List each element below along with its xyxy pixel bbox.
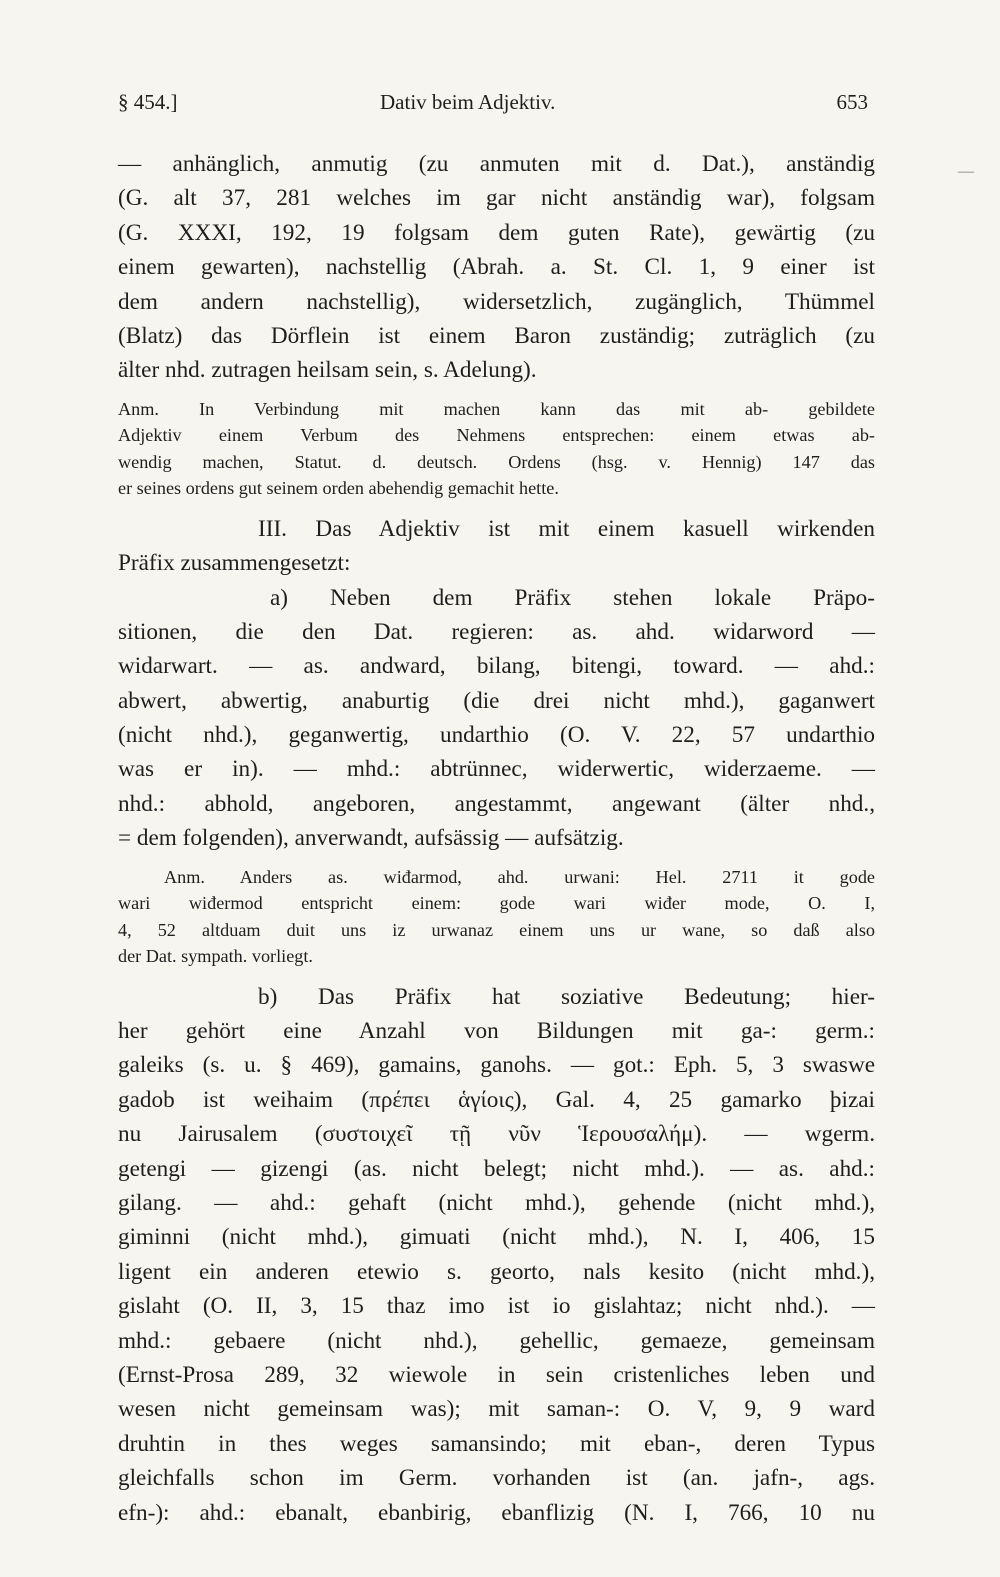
note-paragraph	[118, 864, 875, 970]
text-line: galeiks (s. u. § 469), gamains, ganohs. — got.: Eph. 5, 3 swaswe	[118, 1052, 875, 1079]
text-line: sitionen, die den Dat. regieren: as. ahd. widarword —	[118, 618, 875, 645]
section-reference: § 454.]	[118, 90, 178, 114]
note-line: Adjektiv einem Verbum des Nehmens entsprechen: einem etwas ab-	[118, 425, 875, 446]
text-line: ligent ein anderen etewio s. georto, nals kesito (nicht mhd.),	[118, 1258, 875, 1285]
text-line: einem gewarten), nachstellig (Abrah. a. St. Cl. 1, 9 einer ist	[118, 254, 875, 281]
note-line: wendig machen, Statut. d. deutsch. Ordens (hsg. v. Hennig) 147 das	[118, 451, 875, 472]
paragraph-adjective-list	[118, 147, 875, 388]
text-line: gadob ist weihaim (πρέπει ἁγίοις), Gal. 4, 25 gamarko þizai	[118, 1086, 875, 1113]
text-line: dem andern nachstellig), widersetzlich, zugänglich, Thümmel	[118, 288, 875, 315]
page-number: 653	[836, 90, 868, 114]
text-line: a) Neben dem Präfix stehen lokale Präpo-	[270, 584, 875, 611]
text-line: widarwart. — as. andward, bilang, bitengi, toward. — ahd.:	[118, 653, 875, 680]
note-line: Anm. Anders as. wiđarmod, ahd. urwani: Hel. 2711 it gode	[164, 866, 875, 887]
section-iii	[118, 512, 875, 856]
note-line: wari wiđermod entspricht einem: gode wari wiđer mode, O. I,	[118, 893, 875, 914]
text-line: gleichfalls schon im Germ. vorhanden ist (an. jafn-, ags.	[118, 1465, 875, 1492]
text-line: Präfix zusammengesetzt:	[118, 550, 351, 577]
margin-mark: —	[958, 163, 974, 180]
text-line: (G. alt 37, 281 welches im gar nicht anständig war), folgsam	[118, 185, 875, 212]
note-line: er seines ordens gut seinem orden abehendig gemachit hette.	[118, 478, 559, 499]
text-line: (Ernst-Prosa 289, 32 wiewole in sein cristenliches leben und	[118, 1361, 875, 1388]
text-line: abwert, abwertig, anaburtig (die drei nicht mhd.), gaganwert	[118, 687, 875, 714]
text-line: nu Jairusalem (συστοιχεῖ τῇ νῦν Ἱερουσαλήμ). — wgerm.	[118, 1121, 875, 1148]
text-line: b) Das Präfix hat soziative Bedeutung; hier-	[258, 983, 875, 1010]
text-line: mhd.: gebaere (nicht nhd.), gehellic, gemaeze, gemeinsam	[118, 1327, 875, 1354]
text-line: älter nhd. zutragen heilsam sein, s. Adelung).	[118, 357, 537, 384]
text-line: efn-): ahd.: ebanalt, ebanbirig, ebanflizig (N. I, 766, 10 nu	[118, 1499, 875, 1526]
note-line: Anm. In Verbindung mit machen kann das mit ab- gebildete	[118, 398, 875, 419]
text-line: nhd.: abhold, angeboren, angestammt, angewant (älter nhd.,	[118, 790, 875, 817]
running-header	[118, 90, 878, 126]
text-line: gislaht (O. II, 3, 15 thaz imo ist io gislahtaz; nicht nhd.). —	[118, 1293, 875, 1320]
text-line: was er in). — mhd.: abtrünnec, widerwertic, widerzaeme. —	[118, 756, 875, 783]
text-line: wesen nicht gemeinsam was); mit saman-: O. V, 9, 9 ward	[118, 1396, 875, 1423]
text-line: gilang. — ahd.: gehaft (nicht mhd.), gehende (nicht mhd.),	[118, 1189, 875, 1216]
running-title: Dativ beim Adjektiv.	[380, 90, 556, 114]
text-line: = dem folgenden), anverwandt, aufsässig — aufsätzig.	[118, 825, 624, 852]
text-line: — anhänglich, anmutig (zu anmuten mit d. Dat.), anständig	[118, 151, 875, 177]
text-line: III. Das Adjektiv ist mit einem kasuell wirkenden	[258, 515, 875, 542]
section-b	[118, 980, 875, 1530]
text-line: (G. XXXI, 192, 19 folgsam dem guten Rate), gewärtig (zu	[118, 219, 875, 246]
text-line: her gehört eine Anzahl von Bildungen mit ga-: germ.:	[118, 1018, 875, 1045]
note-line: 4, 52 altduam duit uns iz urwanaz einem uns ur wane, so daß also	[118, 919, 875, 940]
page-body	[118, 147, 875, 1530]
text-line: (nicht nhd.), geganwertig, undarthio (O. V. 22, 57 undarthio	[118, 722, 875, 749]
note-paragraph	[118, 396, 875, 502]
text-line: giminni (nicht mhd.), gimuati (nicht mhd.), N. I, 406, 15	[118, 1224, 875, 1251]
text-line: (Blatz) das Dörflein ist einem Baron zuständig; zuträglich (zu	[118, 322, 875, 349]
text-line: getengi — gizengi (as. nicht belegt; nicht mhd.). — as. ahd.:	[118, 1155, 875, 1182]
note-line: der Dat. sympath. vorliegt.	[118, 946, 313, 967]
text-line: druhtin in thes weges samansindo; mit eban-, deren Typus	[118, 1430, 875, 1457]
